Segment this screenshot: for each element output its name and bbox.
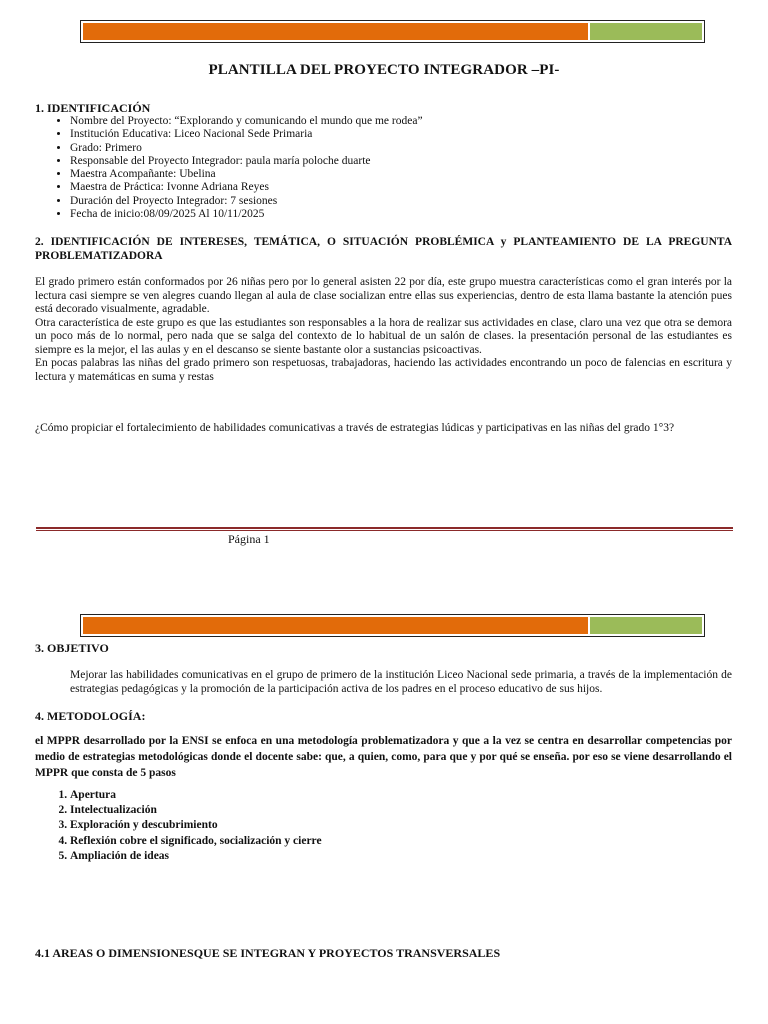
footer-rule (36, 527, 733, 531)
objective-text: Mejorar las habilidades comunicativas en el grupo de primero de la institución Liceo Nacional sede primaria, a través de la implementación de estrategias pedagógicas y la promoción de la participación activa de los padres en el proceso educativo de sus hijos. (70, 669, 732, 695)
section1-heading: 1. IDENTIFICACIÓN (35, 101, 151, 115)
list-item: • Grado: Primero (70, 142, 670, 155)
list-item: 1. Apertura (70, 788, 570, 803)
list-item: • Maestra de Práctica: Ivonne Adriana Reyes (70, 181, 670, 194)
banner-green-bar (590, 617, 702, 634)
page-number: Página 1 (228, 532, 270, 546)
list-item: 2. Intelectualización (70, 803, 570, 818)
section4-heading: 4. METODOLOGÍA: (35, 709, 146, 723)
problem-question: ¿Cómo propiciar el fortalecimiento de habilidades comunicativas a través de estrategias lúdicas y participativas en las niñas del grado 1°3? (35, 422, 675, 434)
banner-orange-bar (83, 617, 588, 634)
list-item: • Maestra Acompañante: Ubelina (70, 168, 670, 181)
list-item: • Responsable del Proyecto Integrador: paula maría poloche duarte (70, 155, 670, 168)
list-item: • Duración del Proyecto Integrador: 7 sesiones (70, 195, 670, 208)
banner-green-bar (590, 23, 702, 40)
list-item: 3. Exploración y descubrimiento (70, 818, 570, 833)
identification-list (36, 115, 670, 221)
section2-heading: 2. IDENTIFICACIÓN DE INTERESES, TEMÁTICA, O SITUACIÓN PROBLÉMICA y PLANTEAMIENTO DE LA PREGUNTA PROBLEMATIZADORA (35, 236, 732, 262)
methodology-steps (34, 788, 570, 864)
section2-body (35, 276, 732, 384)
list-item: • Nombre del Proyecto: “Explorando y comunicando el mundo que me rodea” (70, 115, 670, 128)
section41-heading: 4.1 AREAS O DIMENSIONESQUE SE INTEGRAN Y PROYECTOS TRANSVERSALES (35, 946, 501, 960)
list-item: • Fecha de inicio:08/09/2025 Al 10/11/2025 (70, 208, 670, 221)
header-banner-page2 (80, 614, 705, 637)
methodology-text: el MPPR desarrollado por la ENSI se enfoca en una metodología problematizadora y que a la vez se centra en desarrollar competencias por medio de estrategias metodológicas donde el docente sabe: que, a quien, como, para que y por qué se enseña. por eso se viene desarrollando el MPPR que consta de 5 pasos (35, 735, 732, 779)
list-item: 5. Ampliación de ideas (70, 849, 570, 864)
paragraph: Otra característica de este grupo es que las estudiantes son responsables a la hora de realizar sus actividades en clase, claro una vez que otra se demora un poco más de lo normal, pero nada que se salga del contexto de lo habitual de un salón de clases. la presentación personal de las estudiantes es siempre es la mejor, el las aulas y en el descanso se siente bastante olor a sustancias psicoactivas. (35, 316, 732, 356)
list-item: 4. Reflexión cobre el significado, socialización y cierre (70, 834, 570, 849)
document-title: PLANTILLA DEL PROYECTO INTEGRADOR –PI- (208, 62, 560, 78)
banner-orange-bar (83, 23, 588, 40)
paragraph: El grado primero están conformados por 26 niñas pero por lo general asisten 22 por día, este grupo muestra características como el gran interés por la lectura casi siempre se ven alegres cuando llegan al aula de clase socializan entre ellas sus experiencias, dentro de esta llama bastante la atención pues está decorado visualmente, agradable. (35, 276, 732, 315)
list-item: • Institución Educativa: Liceo Nacional Sede Primaria (70, 128, 670, 141)
section3-heading: 3. OBJETIVO (35, 641, 109, 655)
paragraph: En pocas palabras las niñas del grado primero son respetuosas, trabajadoras, haciendo las actividades encontrando un poco de falencias en escritura y lectura y matemáticas en suma y restas (35, 357, 732, 383)
header-banner (80, 20, 705, 43)
